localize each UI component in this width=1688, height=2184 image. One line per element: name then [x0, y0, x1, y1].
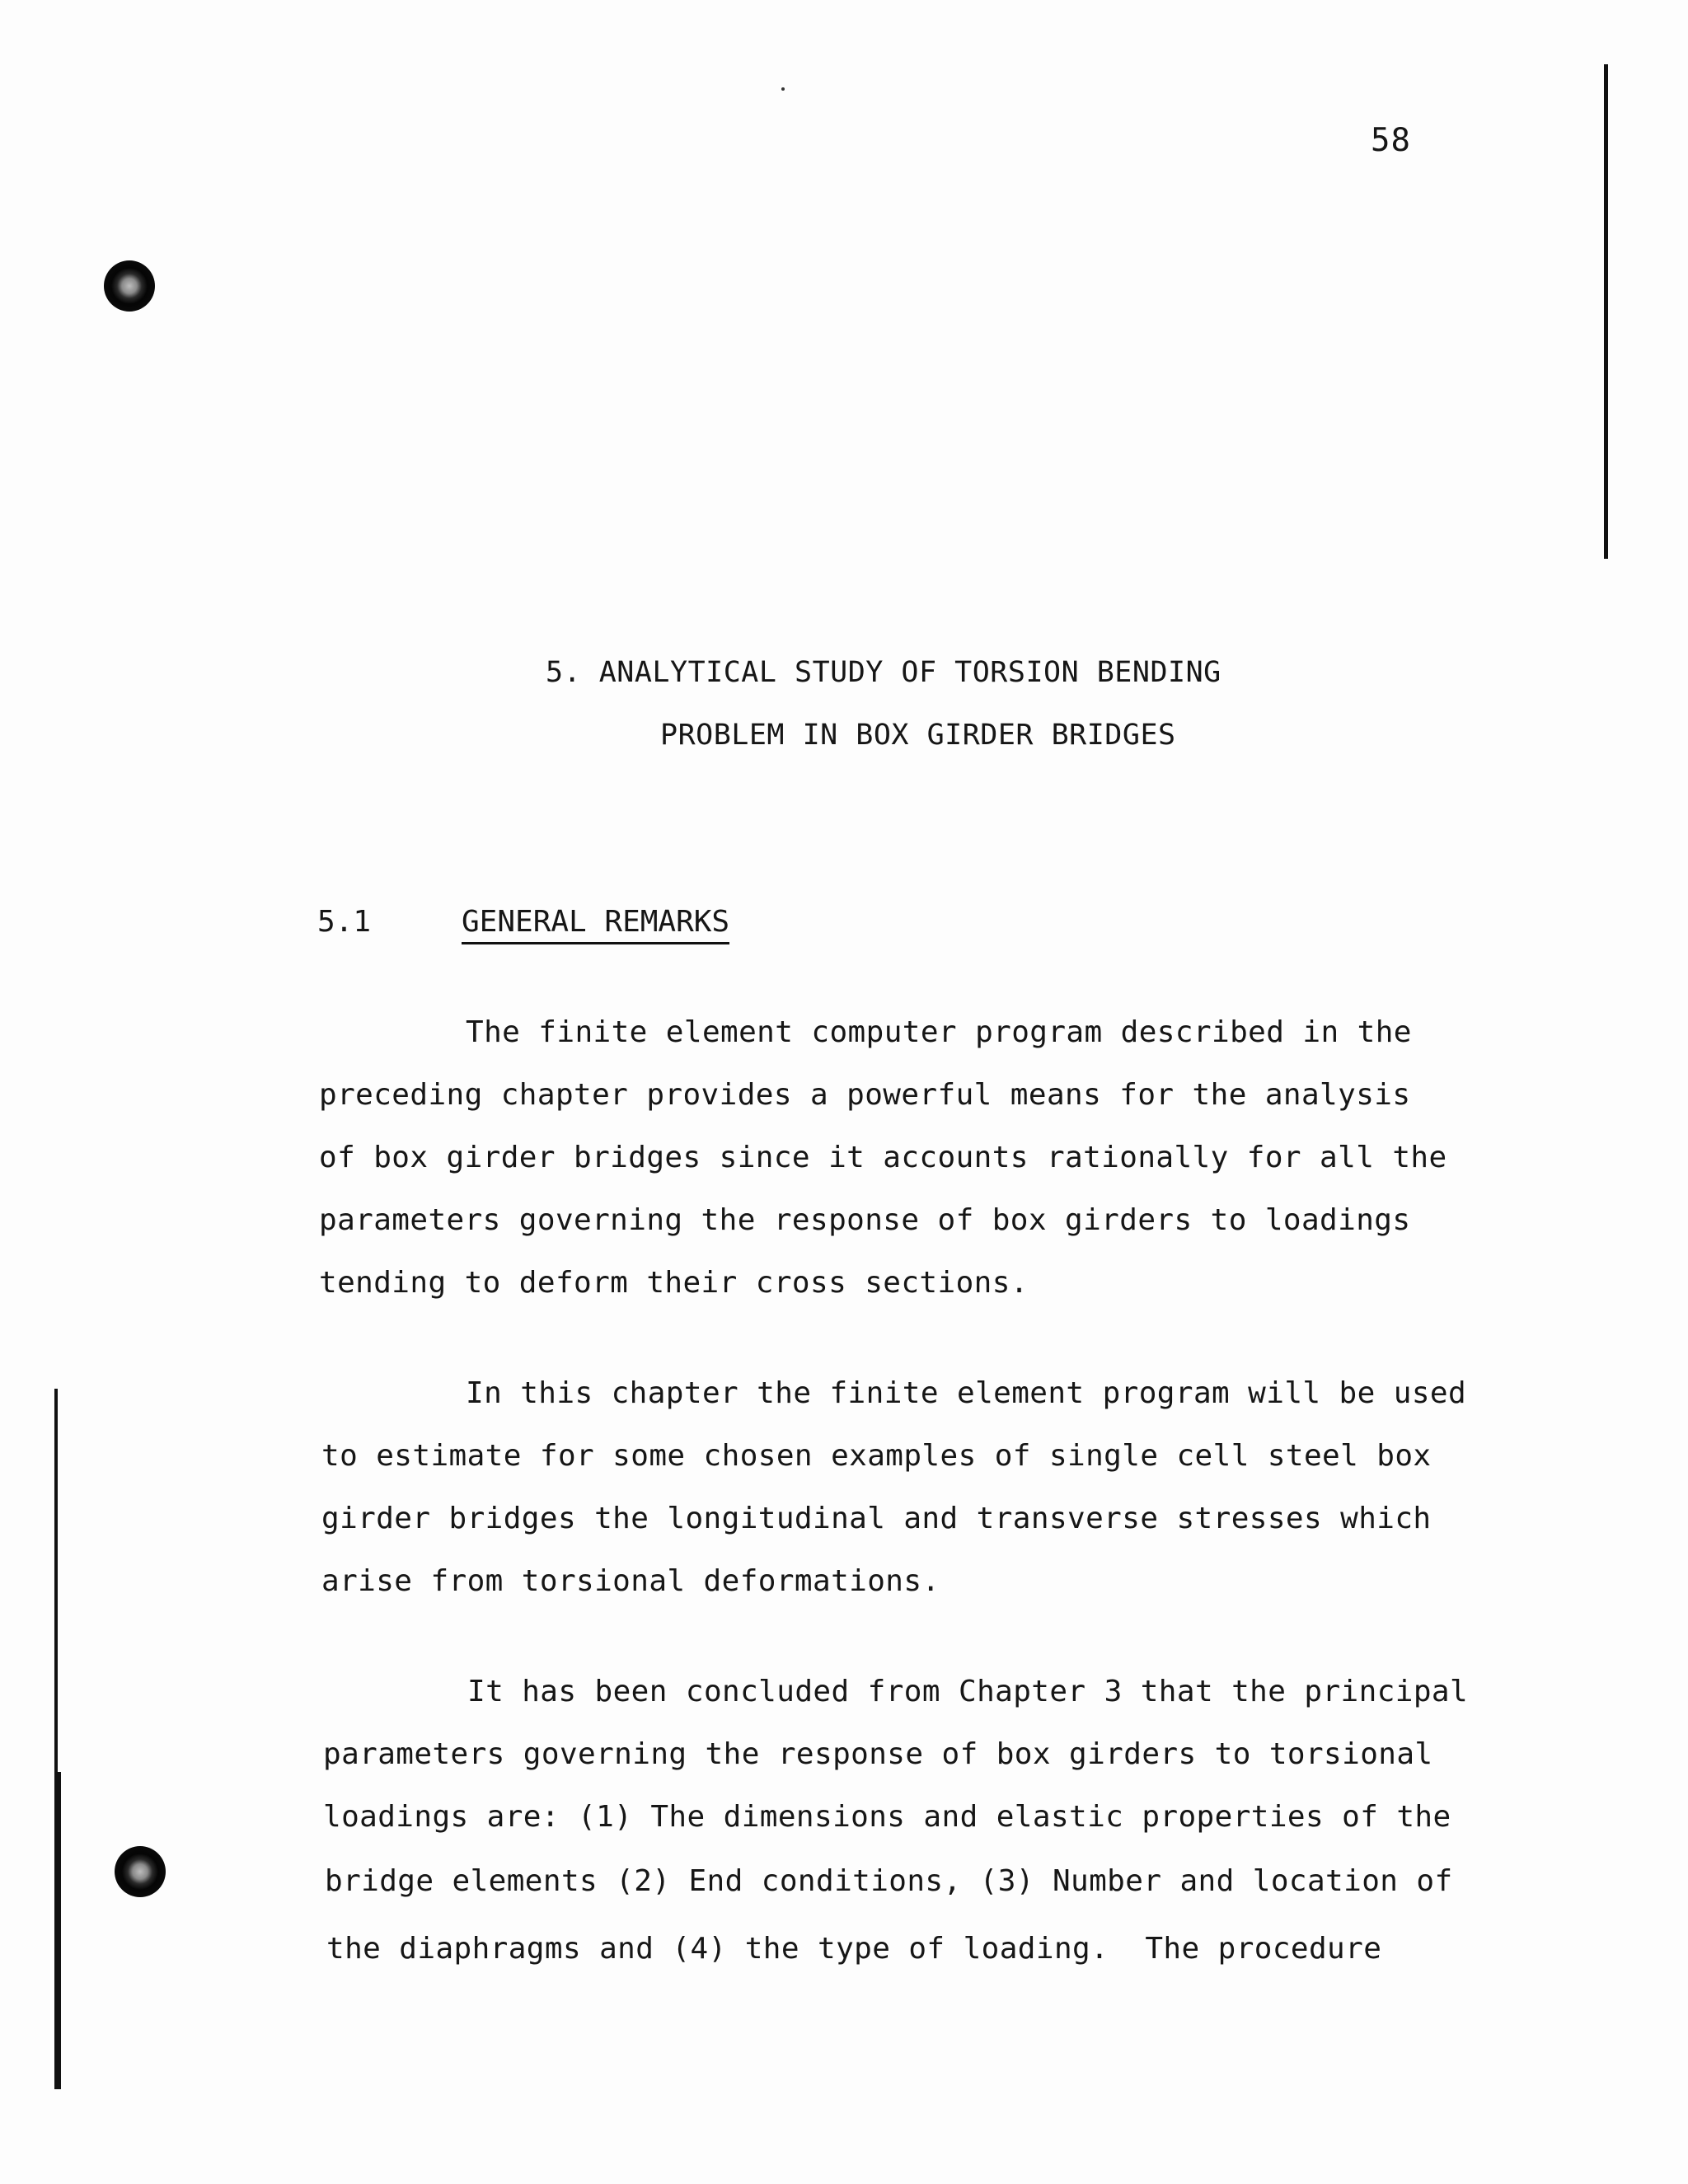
paragraph-1-line-4: parameters governing the response of box girders to loadings — [319, 1203, 1411, 1237]
paragraph-3-line-3: loadings are: (1) The dimensions and elastic properties of the — [323, 1800, 1451, 1834]
paragraph-2-line-2: to estimate for some chosen examples of single cell steel box — [321, 1439, 1432, 1473]
paragraph-2-line-3: girder bridges the longitudinal and transverse stresses which — [321, 1502, 1432, 1535]
paragraph-1-line-2: preceding chapter provides a powerful means for the analysis — [319, 1078, 1411, 1112]
paragraph-1-line-1: The finite element computer program described in the — [466, 1015, 1412, 1049]
paragraph-2-line-1: In this chapter the finite element program will be used — [466, 1376, 1467, 1410]
section-number: 5.1 — [317, 905, 372, 939]
left-margin-rule-thick — [55, 1772, 61, 2089]
scan-speck — [781, 87, 785, 91]
paragraph-3-line-1: It has been concluded from Chapter 3 that the principal — [467, 1675, 1469, 1708]
punch-hole-icon — [115, 1846, 166, 1897]
section-heading: GENERAL REMARKS — [462, 905, 729, 944]
chapter-title-line-1: 5. ANALYTICAL STUDY OF TORSION BENDING — [546, 656, 1221, 689]
paragraph-1-line-3: of box girder bridges since it accounts rationally for all the — [319, 1141, 1447, 1174]
page-number: 58 — [1371, 122, 1411, 159]
right-margin-rule — [1604, 64, 1608, 559]
paragraph-3-line-2: parameters governing the response of box girders to torsional — [323, 1737, 1433, 1771]
paragraph-3-line-5: the diaphragms and (4) the type of loading. The procedure — [326, 1932, 1382, 1966]
paragraph-3-line-4: bridge elements (2) End conditions, (3) Number and location of — [325, 1864, 1453, 1898]
punch-hole-icon — [104, 260, 155, 312]
chapter-title-line-2: PROBLEM IN BOX GIRDER BRIDGES — [660, 719, 1176, 752]
paragraph-2-line-4: arise from torsional deformations. — [321, 1564, 940, 1598]
paragraph-1-line-5: tending to deform their cross sections. — [319, 1266, 1029, 1300]
